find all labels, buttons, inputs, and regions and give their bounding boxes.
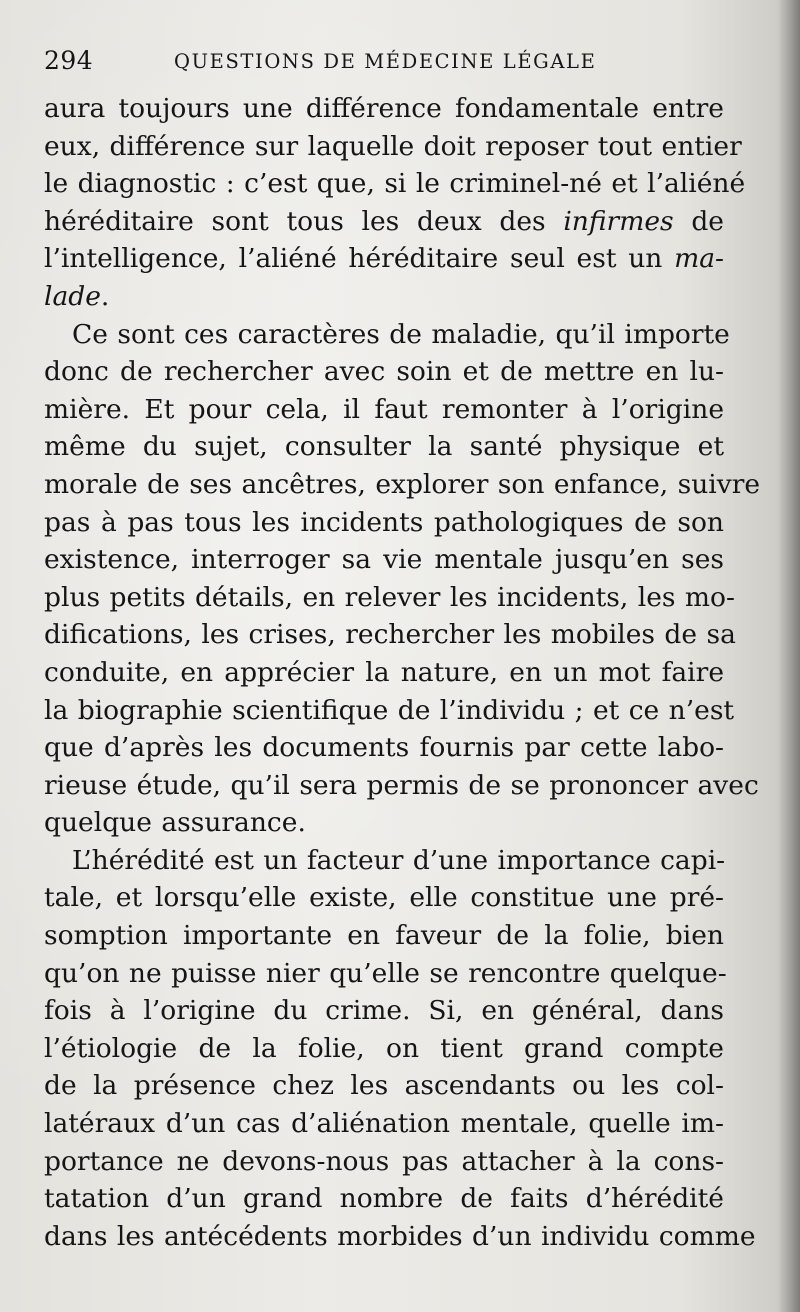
text-line (44, 992, 724, 1030)
body-text (44, 90, 761, 1255)
text-segment: latéraux d’un cas d’aliénation mentale, quelle im- (44, 1108, 724, 1140)
text-line (44, 767, 759, 805)
text-segment: Ce sont ces caractères de maladie, qu’il importe (72, 318, 730, 350)
text-segment: dans les antécédents morbides d’un individu comme (44, 1220, 756, 1252)
text-segment: L’hérédité est un facteur d’une importance capi- (72, 844, 726, 876)
text-segment: plus petits détails, en relever les incidents, les mo- (44, 581, 735, 613)
text-segment: même du sujet, consulter la santé physique et (44, 431, 724, 463)
text-segment: . (100, 280, 110, 312)
text-segment: fois à l’origine du crime. Si, en général, dans (44, 995, 724, 1027)
text-line (44, 316, 730, 354)
text-segment: aura toujours une différence fondamentale entre (44, 93, 724, 124)
text-line (44, 128, 742, 166)
text-segment: tale, et lorsqu’elle existe, elle constitue une pré- (44, 882, 724, 914)
italic-text: lade (44, 280, 101, 312)
text-segment: existence, interroger sa vie mentale jusqu’en ses (44, 544, 724, 576)
text-segment: donc de rechercher avec soin et de mettre en lu- (44, 356, 724, 388)
text-line (44, 203, 724, 241)
text-segment: morale de ses ancêtres, explorer son enfance, suivre (44, 468, 761, 500)
page-number: 294 (44, 46, 94, 75)
text-line (44, 240, 724, 278)
text-segment: difications, les crises, rechercher les mobiles de sa (44, 619, 736, 651)
text-line (44, 466, 761, 504)
text-line (44, 1105, 724, 1143)
text-line (44, 165, 746, 203)
text-segment: pas à pas tous les incidents pathologiques de son (44, 506, 724, 538)
text-line (44, 955, 727, 993)
italic-text: infirmes (563, 205, 674, 237)
running-title: QUESTIONS DE MÉDECINE LÉGALE (174, 50, 597, 73)
text-segment: que d’après les documents fournis par cette labo- (44, 732, 724, 764)
text-line (44, 90, 724, 128)
text-line (44, 504, 724, 542)
text-line (44, 917, 724, 955)
text-line (44, 1067, 724, 1105)
text-segment: conduite, en apprécier la nature, en un mot faire (44, 656, 724, 688)
text-segment: de (673, 205, 724, 237)
text-segment: le diagnostic : c’est que, si le criminel-né et l’aliéné (44, 168, 746, 200)
text-line (44, 654, 724, 692)
text-line (44, 391, 724, 429)
text-segment: portance ne devons-nous pas attacher à la cons- (44, 1145, 724, 1177)
running-head (44, 46, 744, 80)
text-line (44, 541, 724, 579)
text-segment: rieuse étude, qu’il sera permis de se prononcer avec (44, 769, 759, 801)
text-segment: eux, différence sur laquelle doit reposer tout entier (44, 130, 742, 162)
text-segment: tatation d’un grand nombre de faits d’hérédité (44, 1183, 724, 1215)
text-line (44, 1180, 724, 1218)
text-line (44, 879, 724, 917)
text-segment: l’intelligence, l’aliéné héréditaire seul est un (44, 243, 675, 275)
text-segment: l’étiologie de la folie, on tient grand compte (44, 1032, 724, 1064)
page-gutter-shadow (778, 0, 800, 1312)
text-segment: la biographie scientifique de l’individu ; et ce n’est (44, 694, 735, 726)
text-line (44, 804, 724, 842)
text-segment: mière. Et pour cela, il faut remonter à l’origine (44, 393, 724, 425)
italic-text: ma- (674, 243, 724, 275)
text-line (44, 353, 724, 391)
text-line (44, 579, 735, 617)
text-line (44, 278, 724, 316)
text-line (44, 729, 724, 767)
text-line (44, 1143, 724, 1181)
text-line (44, 1030, 724, 1068)
text-segment: somption importante en faveur de la folie, bien (44, 920, 724, 952)
text-line (44, 692, 735, 730)
text-line (44, 616, 736, 654)
text-segment: qu’on ne puisse nier qu’elle se rencontre quelque- (44, 957, 727, 989)
text-line (44, 428, 724, 466)
text-line (44, 1218, 756, 1256)
text-segment: de la présence chez les ascendants ou les col- (44, 1070, 724, 1102)
text-line (44, 842, 724, 880)
text-segment: héréditaire sont tous les deux des (44, 205, 564, 237)
text-segment: quelque assurance. (44, 807, 306, 839)
